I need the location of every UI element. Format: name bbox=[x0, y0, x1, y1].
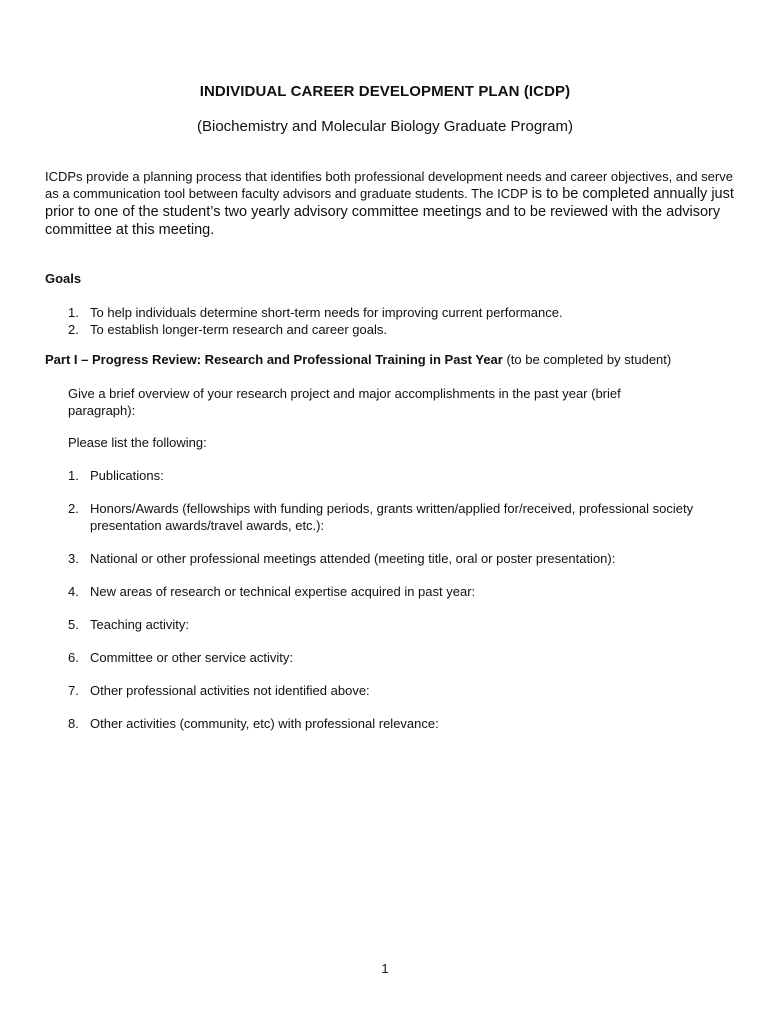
item-text: Teaching activity: bbox=[90, 617, 189, 632]
item-number: 2. bbox=[68, 501, 79, 516]
document-subtitle: (Biochemistry and Molecular Biology Graduate Program) bbox=[197, 118, 573, 135]
item-number: 3. bbox=[68, 551, 79, 566]
document-title: INDIVIDUAL CAREER DEVELOPMENT PLAN (ICDP) bbox=[199, 83, 571, 100]
goal-text: To establish longer-term research and career goals. bbox=[90, 322, 387, 337]
goals-list bbox=[68, 304, 728, 338]
item-text: New areas of research or technical expertise acquired in past year: bbox=[90, 584, 476, 599]
part1-heading-note: (to be completed by student) bbox=[502, 352, 672, 367]
item-text: Honors/Awards (fellowships with funding periods, grants written/applied for/received, professional society presentation awards/travel awards, etc.): bbox=[90, 501, 694, 533]
goal-number: 1. bbox=[68, 305, 79, 320]
list-item bbox=[68, 467, 708, 484]
progress-items-list bbox=[68, 467, 708, 748]
item-number: 4. bbox=[68, 584, 79, 599]
goal-item bbox=[68, 321, 728, 338]
item-number: 5. bbox=[68, 617, 79, 632]
part1-heading bbox=[45, 352, 745, 367]
goals-heading: Goals bbox=[45, 271, 82, 286]
page-number: 1 bbox=[381, 961, 389, 976]
overview-prompt: Give a brief overview of your research project and major accomplishments in the past year (brief paragraph): bbox=[68, 386, 621, 418]
list-item bbox=[68, 616, 708, 633]
item-text: Other activities (community, etc) with professional relevance: bbox=[90, 716, 439, 731]
goal-item bbox=[68, 304, 728, 321]
list-item bbox=[68, 649, 708, 666]
intro-paragraph bbox=[45, 168, 735, 239]
item-text: Publications: bbox=[90, 468, 164, 483]
intro-text-part2: is to be completed annually just prior to one of the student’s two yearly advisory committee meetings and to be reviewed with the advisory committee at this meeting. bbox=[45, 186, 734, 238]
intro-text-part1: ICDPs provide a planning process that identifies both professional development needs and career objectives, and serve as a communication tool between faculty advisors and graduate students. The ICDP bbox=[45, 169, 733, 201]
part1-heading-bold: Part I – Progress Review: Research and Professional Training in Past Year bbox=[45, 352, 503, 367]
item-number: 6. bbox=[68, 650, 79, 665]
item-text: National or other professional meetings attended (meeting title, oral or poster presentation): bbox=[90, 551, 616, 566]
list-intro: Please list the following: bbox=[68, 435, 207, 450]
item-text: Committee or other service activity: bbox=[90, 650, 294, 665]
goal-text: To help individuals determine short-term needs for improving current performance. bbox=[90, 305, 563, 320]
list-item bbox=[68, 500, 708, 534]
list-item bbox=[68, 715, 708, 732]
list-item bbox=[68, 682, 708, 699]
item-text: Other professional activities not identified above: bbox=[90, 683, 370, 698]
list-item bbox=[68, 550, 708, 567]
goal-number: 2. bbox=[68, 322, 79, 337]
list-item bbox=[68, 583, 708, 600]
item-number: 7. bbox=[68, 683, 79, 698]
item-number: 8. bbox=[68, 716, 79, 731]
item-number: 1. bbox=[68, 468, 79, 483]
